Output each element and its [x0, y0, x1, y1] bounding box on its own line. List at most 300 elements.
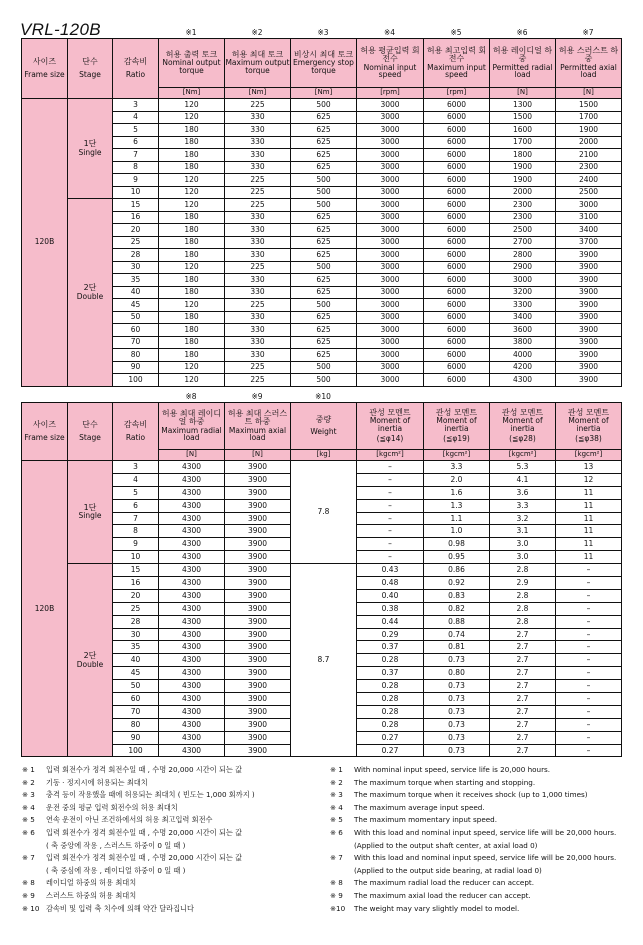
data-cell: 0.40	[357, 589, 424, 602]
data-cell: 6	[113, 499, 159, 512]
unit-label: [kgcm²]	[357, 450, 424, 461]
data-cell: 25	[113, 602, 159, 615]
data-cell: 330	[225, 136, 291, 149]
data-cell: 4	[113, 473, 159, 486]
data-cell: 3000	[357, 374, 424, 387]
data-cell: 40	[113, 654, 159, 667]
note-mark: ※10	[315, 392, 331, 401]
data-cell: 3900	[225, 718, 291, 731]
data-cell: 80	[113, 349, 159, 362]
data-cell: 6000	[424, 299, 490, 312]
data-cell: 2100	[556, 149, 622, 162]
data-cell: –	[556, 615, 622, 628]
data-cell: 3.3	[424, 461, 490, 474]
data-cell: 30	[113, 628, 159, 641]
data-cell: 330	[225, 274, 291, 287]
data-cell: 2.7	[490, 667, 556, 680]
unit-label: [N]	[556, 88, 622, 99]
data-cell: 3900	[225, 731, 291, 744]
header-english: Moment of inertia	[502, 416, 543, 434]
header-korean: 비상시 최대 토크	[293, 49, 354, 59]
data-cell: 1900	[490, 174, 556, 187]
note-mark: ※4	[383, 28, 396, 37]
data-cell: 120	[159, 174, 225, 187]
data-cell: 330	[225, 236, 291, 249]
data-cell: 625	[291, 286, 357, 299]
unit-label: [Nm]	[225, 88, 291, 99]
data-cell: 3.0	[490, 551, 556, 564]
data-cell: 50	[113, 311, 159, 324]
data-cell: 625	[291, 349, 357, 362]
data-cell: 0.28	[357, 705, 424, 718]
data-cell: 225	[225, 261, 291, 274]
data-cell: 3900	[556, 374, 622, 387]
data-cell: 6000	[424, 361, 490, 374]
data-cell: 0.73	[424, 693, 490, 706]
data-cell: 15	[113, 564, 159, 577]
data-cell: –	[556, 641, 622, 654]
data-cell: 3900	[225, 461, 291, 474]
stage-korean: 2단	[83, 283, 97, 293]
footnote-mark: ※ 3	[22, 790, 35, 800]
data-cell: 0.80	[424, 667, 490, 680]
data-cell: 4	[113, 111, 159, 124]
note-mark	[356, 392, 423, 402]
data-cell: 6000	[424, 174, 490, 187]
data-cell: 500	[291, 174, 357, 187]
data-cell: 4300	[159, 705, 225, 718]
data-cell: 120	[159, 111, 225, 124]
column-header	[556, 39, 622, 88]
column-header	[556, 403, 622, 450]
data-cell: 2.7	[490, 744, 556, 757]
unit-label: [rpm]	[357, 88, 424, 99]
data-cell: 3000	[357, 211, 424, 224]
header-shaft-diameter: (≦φ38)	[575, 434, 602, 444]
data-cell: 4300	[159, 564, 225, 577]
data-cell: 2500	[490, 224, 556, 237]
data-cell: 3	[113, 99, 159, 112]
data-cell: 625	[291, 324, 357, 337]
data-cell: 6000	[424, 249, 490, 262]
data-cell: 4300	[159, 499, 225, 512]
data-cell: 3900	[225, 551, 291, 564]
note-mark	[67, 28, 112, 38]
data-cell: 0.37	[357, 641, 424, 654]
data-cell: 11	[556, 525, 622, 538]
data-cell: 500	[291, 261, 357, 274]
data-cell: 4200	[490, 361, 556, 374]
data-cell: 4300	[159, 731, 225, 744]
data-cell: –	[556, 667, 622, 680]
frame-size-cell: 120B	[22, 461, 68, 757]
data-cell: 4300	[159, 525, 225, 538]
header-korean: 허용 출력 토크	[165, 49, 218, 59]
footnote	[22, 827, 322, 840]
data-cell: 625	[291, 249, 357, 262]
footnote	[22, 777, 322, 790]
data-cell: 60	[113, 324, 159, 337]
footnote-mark: ※ 6	[22, 827, 35, 837]
data-cell: 80	[113, 718, 159, 731]
footnote	[330, 814, 640, 827]
header-english: Stage	[79, 70, 101, 80]
data-cell: 4300	[159, 551, 225, 564]
data-cell: 6000	[424, 136, 490, 149]
footnote-text: The maximum torque when starting and stopping.	[354, 777, 536, 787]
data-cell: 10	[113, 551, 159, 564]
footnote-mark: ※ 5	[330, 815, 343, 825]
data-cell: 3900	[556, 336, 622, 349]
data-cell: 500	[291, 99, 357, 112]
data-cell: –	[556, 602, 622, 615]
data-cell: 6000	[424, 286, 490, 299]
column-header	[291, 39, 357, 88]
data-cell: 2800	[490, 249, 556, 262]
data-cell: 3000	[357, 349, 424, 362]
spec-table-load-weight-inertia	[21, 402, 622, 757]
data-cell: 28	[113, 615, 159, 628]
footnote-mark: ※ 8	[330, 878, 343, 888]
data-cell: 120	[159, 299, 225, 312]
data-cell: 4300	[159, 744, 225, 757]
data-cell: –	[357, 512, 424, 525]
data-cell: 3900	[225, 564, 291, 577]
column-header	[357, 403, 424, 450]
footnote-mark: ※ 1	[22, 765, 35, 774]
unit-label: [kgcm²]	[490, 450, 556, 461]
data-cell: 500	[291, 299, 357, 312]
header-shaft-diameter: (≦φ19)	[443, 434, 470, 444]
data-cell: 4300	[159, 641, 225, 654]
data-cell: 6000	[424, 111, 490, 124]
data-cell: 0.38	[357, 602, 424, 615]
header-korean: 허용 최고입력 회전수	[426, 45, 487, 64]
data-cell: 2.7	[490, 654, 556, 667]
data-cell: 9	[113, 174, 159, 187]
data-cell: 3.6	[490, 486, 556, 499]
data-cell: 625	[291, 149, 357, 162]
header-english: Stage	[79, 433, 101, 443]
data-cell: 330	[225, 224, 291, 237]
header-english: Nominal output torque	[162, 58, 221, 76]
unit-label: [Nm]	[159, 88, 225, 99]
data-cell: 225	[225, 174, 291, 187]
data-cell: –	[357, 525, 424, 538]
header-korean: 관성 모멘트	[435, 407, 478, 417]
stage-english: Single	[78, 147, 102, 157]
footnote	[330, 827, 640, 840]
data-cell: 0.29	[357, 628, 424, 641]
data-cell: 5	[113, 124, 159, 137]
data-cell: 4300	[159, 473, 225, 486]
data-cell: 3000	[357, 311, 424, 324]
data-cell: 5	[113, 486, 159, 499]
note-mark	[555, 392, 621, 402]
data-cell: 180	[159, 161, 225, 174]
data-cell: 4300	[159, 602, 225, 615]
header-english: Frame size	[24, 70, 65, 80]
header-english: Moment of inertia	[369, 416, 411, 434]
data-cell: 0.28	[357, 680, 424, 693]
data-cell: 3900	[225, 589, 291, 602]
data-cell: 3900	[556, 349, 622, 362]
footnote	[330, 764, 640, 777]
data-cell: 6000	[424, 161, 490, 174]
note-mark	[21, 392, 67, 402]
data-cell: 4300	[159, 538, 225, 551]
data-cell: 6000	[424, 261, 490, 274]
header-english: Maximum radial load	[161, 425, 222, 443]
header-english: Frame size	[24, 433, 65, 443]
data-cell: 1.0	[424, 525, 490, 538]
data-cell: –	[556, 680, 622, 693]
stage-cell	[68, 461, 113, 564]
header-english: Ratio	[125, 70, 146, 80]
data-cell: 4.1	[490, 473, 556, 486]
data-cell: 180	[159, 224, 225, 237]
data-cell: 3.1	[490, 525, 556, 538]
footnote-text: With this load and nominal input speed, service life will be 20,000 hours.	[354, 853, 617, 863]
data-cell: 3700	[556, 236, 622, 249]
data-cell: 1.6	[424, 486, 490, 499]
data-cell: 3000	[357, 186, 424, 199]
data-cell: 500	[291, 361, 357, 374]
data-cell: 16	[113, 577, 159, 590]
header-english: Maximum axial load	[228, 425, 287, 443]
table1-note-marks	[21, 28, 621, 38]
data-cell: 180	[159, 324, 225, 337]
data-cell: 3600	[490, 324, 556, 337]
data-cell: 20	[113, 589, 159, 602]
data-cell: 330	[225, 161, 291, 174]
header-korean: 관성 모멘트	[501, 407, 544, 417]
frame-size-cell: 120B	[22, 99, 68, 387]
data-cell: 225	[225, 299, 291, 312]
data-cell: 40	[113, 286, 159, 299]
data-cell: 6000	[424, 336, 490, 349]
data-cell: 0.92	[424, 577, 490, 590]
footnote-mark: ※ 3	[330, 790, 343, 800]
footnote	[330, 802, 640, 815]
data-cell: 120	[159, 186, 225, 199]
data-cell: 35	[113, 274, 159, 287]
data-cell: 3000	[357, 361, 424, 374]
data-cell: 0.48	[357, 577, 424, 590]
data-cell: –	[556, 705, 622, 718]
data-cell: 3000	[357, 161, 424, 174]
header-korean: 허용 평균입력 회전수	[360, 45, 420, 64]
footnote	[330, 877, 640, 890]
footnotes-korean	[22, 764, 322, 915]
data-cell: 13	[556, 461, 622, 474]
data-cell: 3900	[225, 473, 291, 486]
data-cell: 3200	[490, 286, 556, 299]
data-cell: 6000	[424, 274, 490, 287]
footnote-text: The maximum average input speed.	[354, 802, 485, 812]
footnote-text: With nominal input speed, service life is 20,000 hours.	[354, 765, 551, 774]
data-cell: 6000	[424, 99, 490, 112]
column-header	[68, 403, 113, 461]
header-english: Nominal input speed	[363, 62, 417, 80]
data-cell: 6	[113, 136, 159, 149]
column-header	[22, 403, 68, 461]
note-mark: ※9	[251, 392, 263, 401]
data-cell: 0.98	[424, 538, 490, 551]
data-cell: 3100	[556, 211, 622, 224]
data-cell: 2.0	[424, 473, 490, 486]
data-cell: 1600	[490, 124, 556, 137]
data-cell: 6000	[424, 211, 490, 224]
data-cell: –	[556, 693, 622, 706]
data-cell: 0.73	[424, 705, 490, 718]
header-korean: 단수	[82, 56, 98, 66]
data-cell: –	[357, 551, 424, 564]
header-korean: 관성 모멘트	[567, 407, 610, 417]
data-cell: 11	[556, 486, 622, 499]
data-cell: 4300	[159, 589, 225, 602]
data-cell: 0.95	[424, 551, 490, 564]
data-cell: 1500	[556, 99, 622, 112]
header-korean: 허용 레이디얼 하중	[492, 45, 553, 64]
note-mark: ※3	[317, 28, 329, 37]
note-mark: ※1	[185, 28, 197, 37]
column-header	[424, 403, 490, 450]
data-cell: –	[556, 589, 622, 602]
data-cell: 3000	[357, 174, 424, 187]
header-shaft-diameter: (≦φ28)	[509, 434, 536, 444]
header-english: Weight	[310, 426, 337, 436]
footnote-text: 충격 등이 작용했을 때에 허용되는 최대치 ( 빈도는 1,000 회까지 )	[46, 790, 255, 800]
stage-english: Double	[76, 291, 104, 301]
data-cell: 4300	[159, 718, 225, 731]
data-cell: 4300	[159, 577, 225, 590]
column-header	[159, 39, 225, 88]
data-cell: 45	[113, 667, 159, 680]
data-cell: 6000	[424, 199, 490, 212]
data-cell: 1500	[490, 111, 556, 124]
data-cell: –	[556, 718, 622, 731]
data-cell: 330	[225, 124, 291, 137]
data-cell: –	[556, 628, 622, 641]
data-cell: 6000	[424, 236, 490, 249]
data-cell: 3.0	[490, 538, 556, 551]
data-cell: 3900	[225, 499, 291, 512]
data-cell: 6000	[424, 349, 490, 362]
footnote-text: The maximum axial load the reducer can accept.	[354, 890, 531, 900]
footnote-mark: ※ 2	[330, 777, 343, 787]
column-header	[357, 39, 424, 88]
data-cell: 1900	[556, 124, 622, 137]
data-cell: 180	[159, 149, 225, 162]
footnote	[330, 903, 640, 916]
data-cell: 6000	[424, 324, 490, 337]
data-cell: 180	[159, 336, 225, 349]
column-header	[490, 39, 556, 88]
data-cell: 3900	[225, 538, 291, 551]
data-cell: –	[556, 564, 622, 577]
data-cell: 2300	[556, 161, 622, 174]
data-cell: 1.1	[424, 512, 490, 525]
footnote-continuation: ( 축 중앙에 작용 , 스러스트 하중이 0 일 때 )	[46, 840, 186, 850]
header-korean: 감속비	[123, 419, 148, 429]
data-cell: 225	[225, 99, 291, 112]
data-cell: 625	[291, 336, 357, 349]
data-cell: 3000	[357, 111, 424, 124]
data-cell: 2300	[490, 211, 556, 224]
data-cell: 15	[113, 199, 159, 212]
data-cell: 3800	[490, 336, 556, 349]
note-mark: ※8	[185, 392, 197, 401]
footnote-text: The maximum momentary input speed.	[354, 815, 498, 825]
footnote-text: The maximum torque when it receives shock (up to 1,000 times)	[354, 790, 588, 800]
data-cell: –	[556, 731, 622, 744]
header-english: Maximum input speed	[427, 62, 486, 80]
data-cell: –	[357, 473, 424, 486]
data-cell: 11	[556, 499, 622, 512]
data-cell: 0.74	[424, 628, 490, 641]
header-english: Maximum output torque	[225, 58, 290, 76]
footnote	[22, 764, 322, 777]
data-cell: 3900	[556, 286, 622, 299]
unit-label: [Nm]	[291, 88, 357, 99]
data-cell: 2900	[490, 261, 556, 274]
data-cell: 225	[225, 361, 291, 374]
footnote-mark: ※ 4	[22, 802, 35, 812]
footnote-text: 입력 회전수가 정격 회전수일 때 , 수명 20,000 시간이 되는 값	[46, 765, 243, 774]
data-cell: 3900	[225, 705, 291, 718]
footnote-mark: ※ 7	[330, 853, 343, 863]
note-mark	[67, 392, 112, 402]
data-cell: 625	[291, 224, 357, 237]
column-header	[113, 39, 159, 99]
stage-english: Single	[78, 511, 102, 521]
data-cell: –	[556, 577, 622, 590]
data-cell: 0.86	[424, 564, 490, 577]
data-cell: 4300	[159, 615, 225, 628]
data-cell: 0.73	[424, 718, 490, 731]
data-cell: 1300	[490, 99, 556, 112]
data-cell: 0.83	[424, 589, 490, 602]
footnote-continuation: (Applied to the output shaft center, at axial load 0)	[354, 840, 538, 850]
data-cell: 3000	[357, 286, 424, 299]
data-cell: 1700	[490, 136, 556, 149]
data-cell: 2700	[490, 236, 556, 249]
data-cell: 45	[113, 299, 159, 312]
column-header	[225, 39, 291, 88]
data-cell: 3900	[225, 667, 291, 680]
data-cell: 30	[113, 261, 159, 274]
footnote-text: With this load and nominal input speed, service life will be 20,000 hours.	[354, 827, 617, 837]
footnote-mark: ※ 10	[22, 903, 40, 913]
data-cell: 4300	[159, 680, 225, 693]
data-cell: –	[357, 499, 424, 512]
data-cell: 3300	[490, 299, 556, 312]
footnote-text: The weight may vary slightly model to model.	[354, 903, 520, 913]
footnote-text: 연속 운전이 아닌 조건하에서의 허용 최고입력 회전수	[46, 815, 213, 825]
footnote-text: 레이디얼 하중의 허용 최대치	[46, 878, 137, 888]
footnote	[330, 777, 640, 790]
data-cell: 0.28	[357, 654, 424, 667]
data-cell: 3900	[225, 693, 291, 706]
table-row	[22, 199, 622, 212]
footnote	[22, 903, 322, 916]
unit-label: [rpm]	[424, 88, 490, 99]
data-cell: 2.9	[490, 577, 556, 590]
data-cell: 11	[556, 538, 622, 551]
data-cell: 3900	[225, 641, 291, 654]
footnote	[22, 852, 322, 865]
